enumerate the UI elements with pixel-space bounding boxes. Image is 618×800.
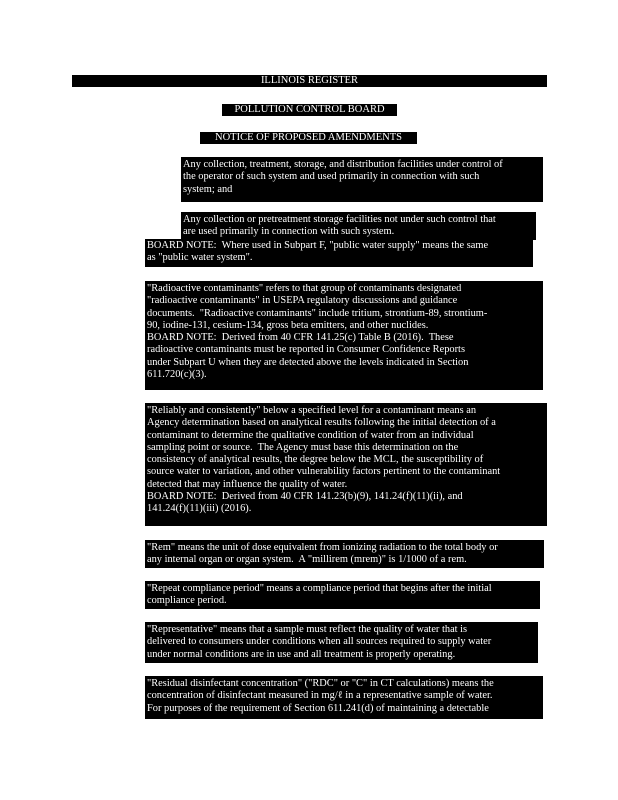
line: BOARD NOTE: Derived from 40 CFR 141.25(c) Table B (2016). These <box>147 332 454 344</box>
line: consistency of analytical results, the degree below the MCL, the susceptibility of <box>147 454 484 466</box>
register-title: ILLINOIS REGISTER <box>72 75 547 87</box>
line: BOARD NOTE: Derived from 40 CFR 141.23(b)(9), 141.24(f)(11)(ii), and <box>147 491 463 503</box>
line: Agency determination based on analytical results following the initial detection of a <box>147 417 496 429</box>
notice-title: NOTICE OF PROPOSED AMENDMENTS <box>200 132 417 144</box>
line: detected that may influence the quality of water. <box>147 478 348 490</box>
line: contaminant to determine the qualitative condition of water from an individual <box>147 429 474 441</box>
line: compliance period. <box>147 595 227 607</box>
line: "Radioactive contaminants" refers to that group of contaminants designated <box>147 283 462 294</box>
line: Any collection, treatment, storage, and distribution facilities under control of <box>183 159 503 170</box>
line: radioactive contaminants must be reported in Consumer Confidence Reports <box>147 344 465 356</box>
line: are used primarily in connection with such system. <box>183 226 395 238</box>
line: "Residual disinfectant concentration" ("RDC" or "C" in CT calculations) means the <box>147 678 494 689</box>
line: under normal conditions are in use and all treatment is properly operating. <box>147 648 456 660</box>
line: as "public water system". <box>147 252 253 264</box>
line: BOARD NOTE: Where used in Subpart F, "public water supply" means the same <box>147 240 489 251</box>
line: Any collection or pretreatment storage facilities not under such control that <box>183 214 496 225</box>
rem-block <box>145 540 544 568</box>
repeat-compliance-block <box>145 581 540 609</box>
line: 141.24(f)(11)(iii) (2016). <box>147 503 252 515</box>
reliably-consistently-block <box>145 403 547 526</box>
line: concentration of disinfectant measured in mg/ℓ in a representative sample of water. <box>147 690 493 702</box>
line: "Repeat compliance period" means a compliance period that begins after the initial <box>147 583 492 594</box>
line: "Rem" means the unit of dose equivalent from ionizing radiation to the total body or <box>147 542 498 553</box>
line: any internal organ or organ system. A "millirem (mrem)" is 1/1000 of a rem. <box>147 554 467 566</box>
line: "radioactive contaminants" in USEPA regulatory discussions and guidance <box>147 295 458 307</box>
line: For purposes of the requirement of Section 611.241(d) of maintaining a detectable <box>147 702 489 714</box>
line: sampling point or source. The Agency must base this determination on the <box>147 441 459 453</box>
line: the operator of such system and used primarily in connection with such <box>183 171 480 183</box>
line: "Representative" means that a sample must reflect the quality of water that is <box>147 624 468 635</box>
line: "Reliably and consistently" below a specified level for a contaminant means an <box>147 405 477 416</box>
definition-block-2 <box>181 212 536 240</box>
line: system; and <box>183 183 233 195</box>
board-note-block <box>145 239 533 267</box>
line: documents. "Radioactive contaminants" include tritium, strontium-89, strontium- <box>147 307 488 319</box>
line: delivered to consumers under conditions when all sources required to supply water <box>147 636 492 648</box>
line: 611.720(c)(3). <box>147 369 207 381</box>
radioactive-contaminants-block <box>145 281 543 390</box>
line: under Subpart U when they are detected above the levels indicated in Section <box>147 356 469 368</box>
line: 90, iodine-131, cesium-134, gross beta emitters, and other nuclides. <box>147 319 429 331</box>
residual-disinfectant-block <box>145 676 543 719</box>
definition-block-1 <box>181 157 543 202</box>
board-title: POLLUTION CONTROL BOARD <box>222 104 397 116</box>
representative-block <box>145 622 538 663</box>
line: source water to variation, and other vulnerability factors pertinent to the contaminant <box>147 466 501 478</box>
